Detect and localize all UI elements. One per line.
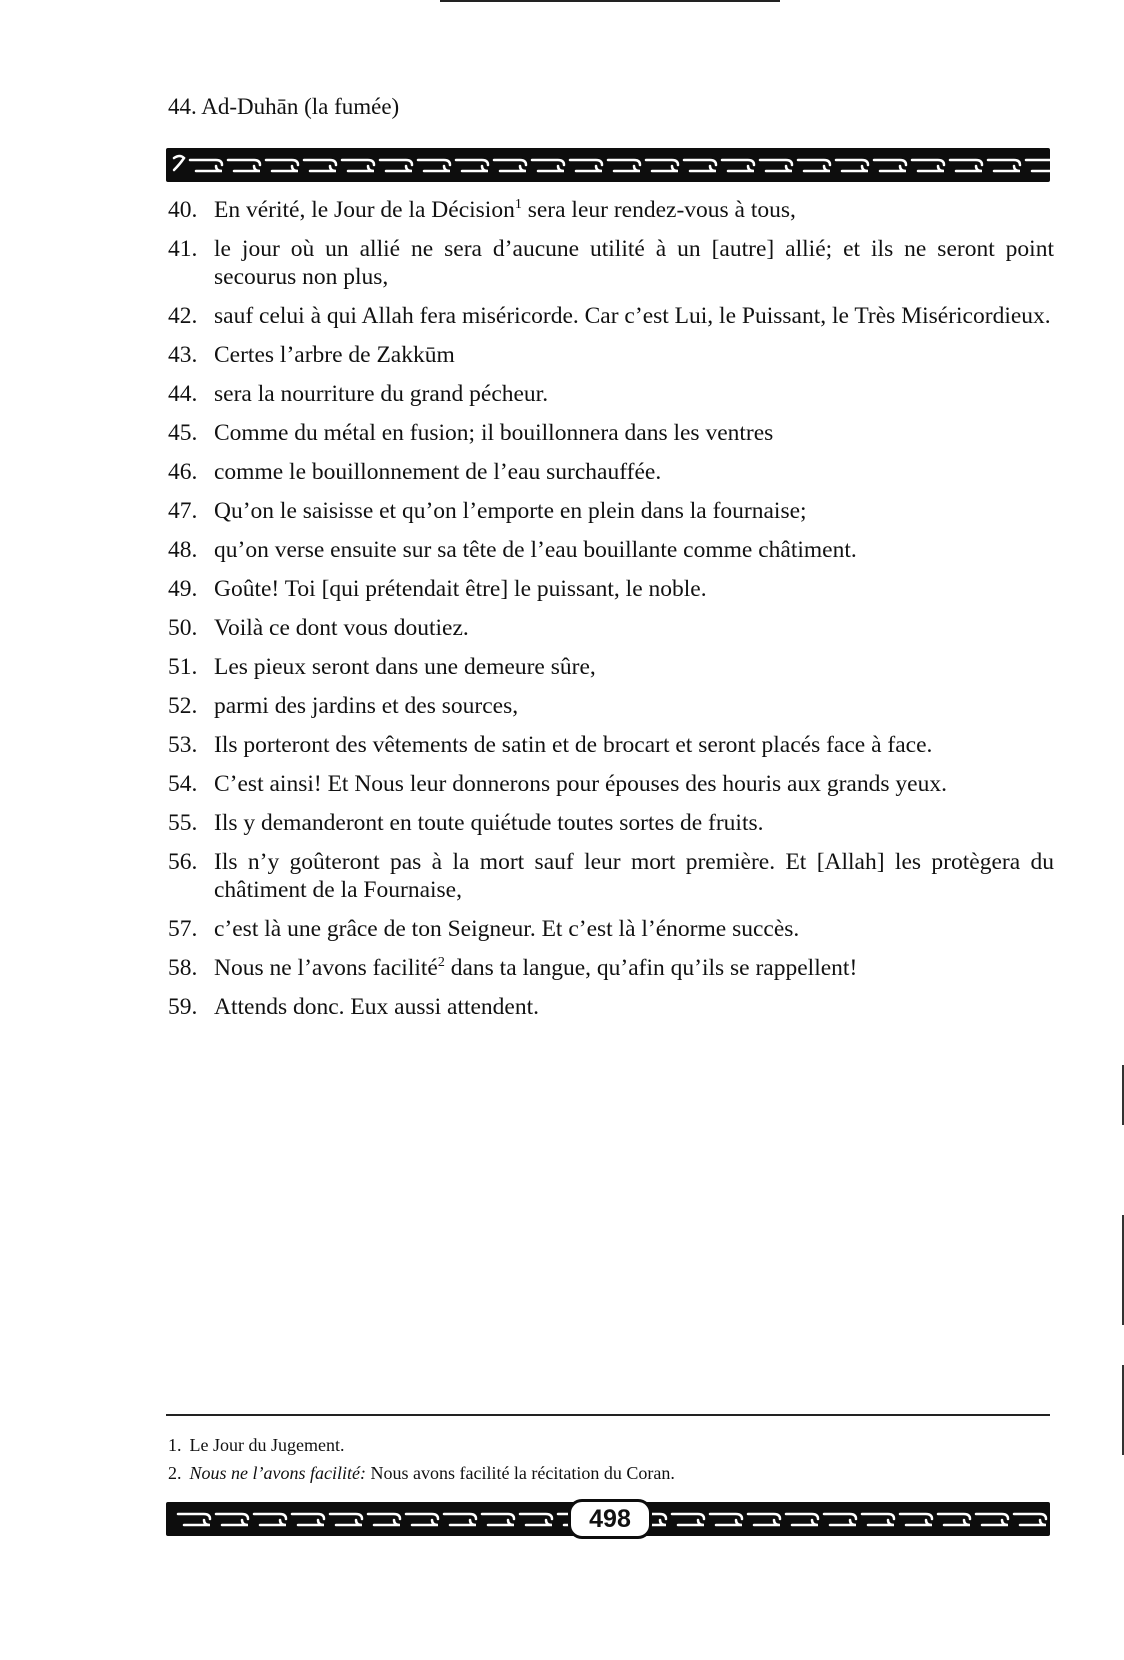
footnote-number: 2. [168, 1463, 182, 1483]
chain-link [178, 1514, 210, 1525]
chain-link [862, 1514, 894, 1525]
chain-link [368, 1514, 400, 1525]
verse-42 [168, 302, 1054, 330]
verse-text: Voilà ce dont vous doutiez. [214, 615, 469, 641]
verse-43 [168, 341, 1054, 369]
chain-link [1026, 160, 1050, 171]
verse-59 [168, 993, 1054, 1021]
verse-number: 43. [168, 342, 198, 368]
verse-40 [168, 196, 1054, 224]
verse-text: Ils porteront des vêtements de satin et de brocart et seront placés face à face. [214, 732, 933, 758]
verse-number: 47. [168, 498, 198, 524]
verse-text: parmi des jardins et des sources, [214, 693, 519, 719]
chain-link [456, 160, 488, 171]
footnote-ref-1[interactable]: 1 [514, 197, 522, 213]
chain-link [646, 160, 678, 171]
verse-53 [168, 731, 1054, 759]
verse-list [168, 196, 1054, 1032]
chain-link [912, 160, 944, 171]
verse-text: C’est ainsi! Et Nous leur donnerons pour épouses des houris aux grands yeux. [214, 771, 947, 797]
chain-link [532, 160, 564, 171]
chain-link [406, 1514, 438, 1525]
verse-number: 50. [168, 615, 198, 641]
chain-link [228, 160, 260, 171]
chain-link [824, 1514, 856, 1525]
surah-header: 44. Ad-Duhān (la fumée) [168, 94, 400, 119]
chain-link [836, 160, 868, 171]
verse-number: 49. [168, 576, 198, 602]
verse-text: comme le bouillonnement de l’eau surchauffée. [214, 459, 662, 485]
chain-link [1014, 1514, 1046, 1525]
verse-45 [168, 419, 1054, 447]
chain-link [900, 1514, 932, 1525]
verse-57 [168, 915, 1054, 943]
chain-link [570, 160, 602, 171]
chain-link [976, 1514, 1008, 1525]
verse-47 [168, 497, 1054, 525]
footnote-2 [168, 1459, 1052, 1487]
chain-link [494, 160, 526, 171]
chain-link [798, 160, 830, 171]
footnote-ref-2[interactable]: 2 [437, 955, 445, 971]
verse-text: sauf celui à qui Allah fera miséricorde. Car c’est Lui, le Puissant, le Très Miséricordieux. [214, 303, 1051, 329]
verse-number: 57. [168, 916, 198, 942]
chain-link [710, 1514, 742, 1525]
footnote-text: Le Jour du Jugement. [189, 1435, 345, 1455]
verse-number: 41. [168, 236, 198, 262]
page-number: 498 [568, 1499, 652, 1539]
verse-number: 52. [168, 693, 198, 719]
verse-48 [168, 536, 1054, 564]
verse-text: Nous ne l’avons facilité [214, 955, 438, 981]
verse-56 [168, 848, 1054, 904]
verse-number: 40. [168, 197, 198, 223]
verse-text-cont: dans ta langue, qu’afin qu’ils se rappellent! [444, 955, 858, 981]
chain-link [292, 1514, 324, 1525]
verse-text: c’est là une grâce de ton Seigneur. Et c’est là l’énorme succès. [214, 916, 800, 942]
verse-text: Comme du métal en fusion; il bouillonnera dans les ventres [214, 420, 774, 446]
verse-number: 51. [168, 654, 198, 680]
verse-text: Les pieux seront dans une demeure sûre, [214, 654, 596, 680]
verse-number: 44. [168, 381, 198, 407]
chain-link [190, 160, 222, 171]
chain-link [938, 1514, 970, 1525]
verse-number: 53. [168, 732, 198, 758]
verse-41 [168, 235, 1054, 291]
chain-link [760, 160, 792, 171]
footnote-number: 1. [168, 1435, 182, 1455]
chain-link [216, 1514, 248, 1525]
verse-number: 56. [168, 849, 198, 875]
verse-text: le jour où un allié ne sera d’aucune utilité à un [autre] allié; et ils ne seront point secourus non plus, [214, 236, 1054, 290]
verse-58 [168, 954, 1054, 982]
chain-link [988, 160, 1020, 171]
chain-link [722, 160, 754, 171]
chain-link [304, 160, 336, 171]
verse-54 [168, 770, 1054, 798]
chain-link [950, 160, 982, 171]
chain-link [254, 1514, 286, 1525]
chain-link [330, 1514, 362, 1525]
verse-number: 58. [168, 955, 198, 981]
verse-text: En vérité, le Jour de la Décision [214, 197, 515, 223]
chain-link [342, 160, 374, 171]
verse-text: Ils n’y goûteront pas à la mort sauf leur mort première. Et [Allah] les protègera du châtiment de la Fournaise, [214, 849, 1054, 903]
chain-link [672, 1514, 704, 1525]
footnotes [168, 1431, 1052, 1487]
footnote-1 [168, 1431, 1052, 1459]
chain-link [266, 160, 298, 171]
chain-link [380, 160, 412, 171]
chain-link [444, 1514, 476, 1525]
chain-link [520, 1514, 552, 1525]
top-rule [440, 0, 780, 2]
verse-55 [168, 809, 1054, 837]
verse-number: 59. [168, 994, 198, 1020]
verse-50 [168, 614, 1054, 642]
ornamental-band-top [166, 148, 1050, 182]
verse-text: Goûte! Toi [qui prétendait être] le puissant, le noble. [214, 576, 707, 602]
chain-link [608, 160, 640, 171]
verse-text: Qu’on le saisisse et qu’on l’emporte en plein dans la fournaise; [214, 498, 807, 524]
chain-link [748, 1514, 780, 1525]
verse-51 [168, 653, 1054, 681]
chain-link [786, 1514, 818, 1525]
chain-link [874, 160, 906, 171]
verse-52 [168, 692, 1054, 720]
verse-number: 55. [168, 810, 198, 836]
footnote-term: Nous ne l’avons facilité: [189, 1463, 366, 1483]
chain-link [684, 160, 716, 171]
verse-number: 42. [168, 303, 198, 329]
verse-text: qu’on verse ensuite sur sa tête de l’eau bouillante comme châtiment. [214, 537, 857, 563]
verse-text: Certes l’arbre de Zakkūm [214, 342, 455, 368]
verse-text: sera la nourriture du grand pécheur. [214, 381, 549, 407]
chain-link [482, 1514, 514, 1525]
verse-number: 45. [168, 420, 198, 446]
verse-46 [168, 458, 1054, 486]
chain-link [418, 160, 450, 171]
verse-text-cont: sera leur rendez-vous à tous, [521, 197, 796, 223]
verse-number: 46. [168, 459, 198, 485]
verse-44 [168, 380, 1054, 408]
verse-text: Ils y demanderont en toute quiétude toutes sortes de fruits. [214, 810, 764, 836]
verse-49 [168, 575, 1054, 603]
verse-number: 48. [168, 537, 198, 563]
verse-text: Attends donc. Eux aussi attendent. [214, 994, 540, 1020]
footnote-text: Nous avons facilité la récitation du Coran. [365, 1463, 675, 1483]
verse-number: 54. [168, 771, 198, 797]
footnote-rule [166, 1414, 1050, 1416]
